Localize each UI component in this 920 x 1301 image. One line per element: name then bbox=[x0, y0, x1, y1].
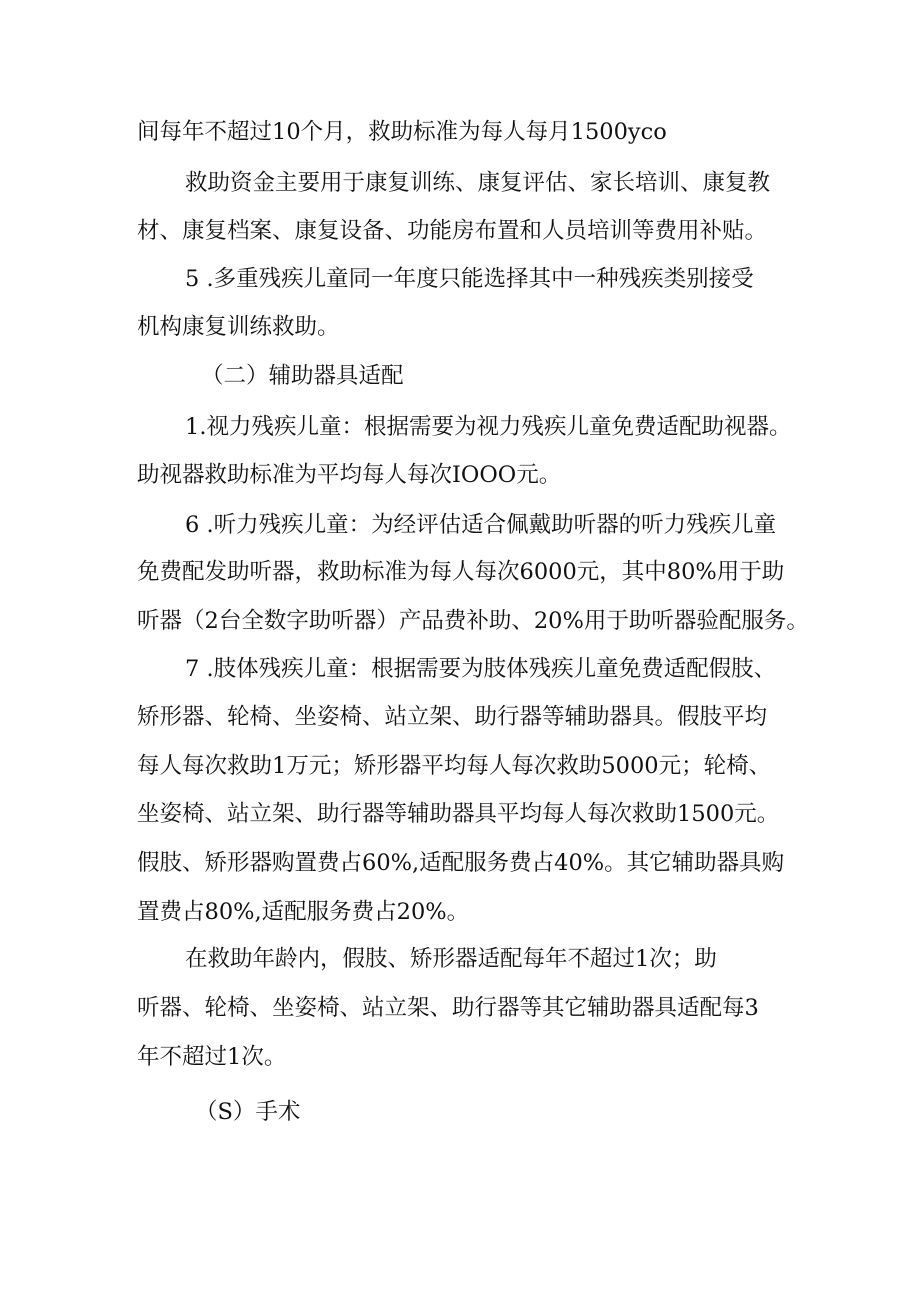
text-line: 听器（2台全数字助听器）产品费补助、20%用于助听器验配服务。 bbox=[137, 608, 809, 634]
text-line: 年不超过1次。 bbox=[137, 1044, 287, 1070]
section-heading: （二）辅助器具适配 bbox=[201, 363, 404, 389]
text-line: 置费占80%,适配服务费占20%。 bbox=[137, 899, 470, 925]
text-line: 6 .听力残疾儿童：为经评估适合佩戴助听器的听力残疾儿童 bbox=[185, 512, 777, 538]
text-line: 每人每次救助1万元；矫形器平均每人每次救助5000元；轮椅、 bbox=[137, 753, 772, 779]
text-line: 材、康复档案、康复设备、功能房布置和人员培训等费用补贴。 bbox=[137, 218, 768, 244]
text-line: 矫形器、轮椅、坐姿椅、站立架、助行器等辅助器具。假肢平均 bbox=[137, 704, 768, 730]
text-line: 间每年不超过10个月，救助标准为每人每月1500yco bbox=[137, 119, 667, 145]
text-line: 坐姿椅、站立架、助行器等辅助器具平均每人每次救助1500元。 bbox=[137, 801, 780, 827]
text-line: 助视器救助标准为平均每人每次IOOO元。 bbox=[137, 462, 562, 488]
text-line: 免费配发助听器，救助标准为每人每次6000元，其中80%用于助 bbox=[137, 559, 785, 585]
text-line: 假肢、矫形器购置费占60%,适配服务费占40%。其它辅助器具购 bbox=[137, 850, 785, 876]
text-line: 听器、轮椅、坐姿椅、站立架、助行器等其它辅助器具适配每3 bbox=[137, 995, 759, 1021]
text-line: 5 .多重残疾儿童同一年度只能选择其中一种残疾类别接受 bbox=[185, 266, 754, 292]
text-line: 救助资金主要用于康复训练、康复评估、家长培训、康复教 bbox=[185, 170, 771, 196]
text-line: 机构康复训练救助。 bbox=[137, 314, 340, 340]
text-line: 1.视力残疾儿童：根据需要为视力残疾儿童免费适配助视器。 bbox=[185, 414, 792, 440]
text-line: 7 .肢体残疾儿童：根据需要为肢体残疾儿童免费适配假肢、 bbox=[185, 656, 777, 682]
text-line: 在救助年龄内，假肢、矫形器适配每年不超过1次；助 bbox=[185, 946, 717, 972]
section-heading: （S）手术 bbox=[195, 1099, 301, 1125]
